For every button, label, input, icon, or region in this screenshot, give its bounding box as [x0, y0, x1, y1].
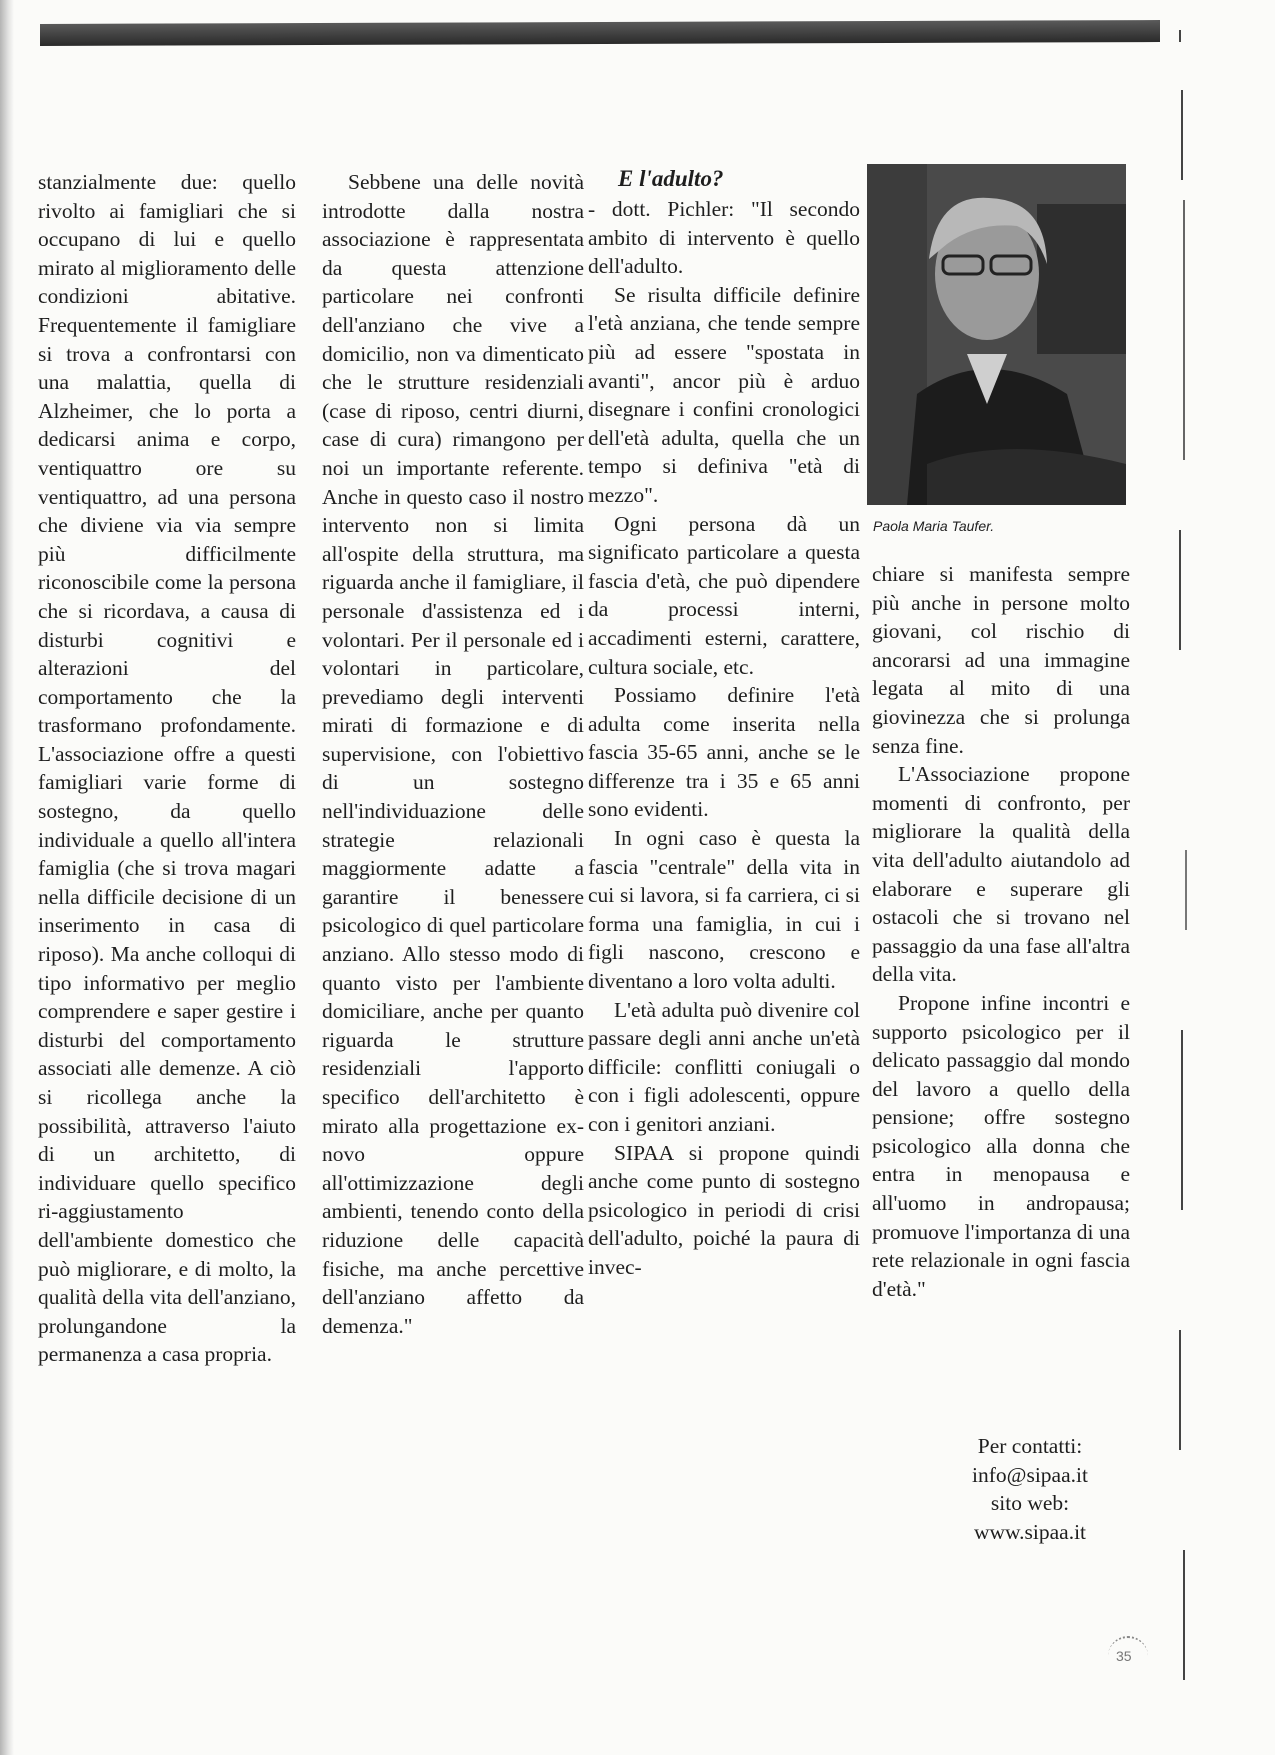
binding-marks — [1175, 30, 1205, 1690]
paragraph: L'età adulta può divenire col passare degli anni anche un'età difficile: conflitti coniugali o con i figli adolescenti, oppure con i genitori anziani. — [588, 997, 860, 1136]
paragraph: Possiamo definire l'età adulta come inserita nella fascia 35-65 anni, anche se le differenze tra i 35 e 65 anni sono evidenti. — [588, 683, 860, 822]
article-column-1 — [38, 168, 296, 1369]
paragraph: chiare si manifesta sempre più anche in persone molto giovani, col rischio di ancorarsi ad una immagine legata al mito di una giovinezza che si prolunga senza fine. — [872, 562, 1130, 758]
section-heading: E l'adulto? — [618, 166, 724, 191]
paragraph: SIPAA si propone quindi anche come punto di sostegno psicologico in periodi di crisi dell'adulto, poiché la paura di invec- — [588, 1140, 860, 1279]
paragraph: - dott. Pichler: "Il secondo ambito di intervento è quello dell'adulto. — [588, 197, 860, 279]
paragraph: Sebbene una delle novità introdotte dalla nostra associazione è rappresentata da questa attenzione particolare nei confronti dell'anziano che vive a domicilio, non va dimenticato che le strutture residenziali (case di riposo, centri diurni, case di cura) rimangono per noi un importante referente. Anche in questo caso il nostro intervento non si limita all'ospite della struttura, ma riguarda anche il famigliare, il personale d'assistenza ed i volontari. Per il personale ed i volontari in particolare, prevediamo degli interventi mirati di formazione e di supervisione, con l'obiettivo di un sostegno nell'individuazione delle strategie relazionali maggiormente adatte a garantire il benessere psicologico di quel particolare anziano. Allo stesso modo di quanto visto per l'ambiente domiciliare, anche per quanto riguarda le strutture residenziali l'apporto specifico dell'architetto è mirato alla progettazione ex-novo oppure all'ottimizzazione degli ambienti, tenendo conto della riduzione delle capacità fisiche, ma anche percettive dell'anziano affetto da demenza." — [322, 170, 584, 1338]
website-label: sito web: — [990, 1491, 1070, 1516]
article-column-2 — [322, 168, 584, 1340]
contact-email[interactable]: info@sipaa.it — [972, 1462, 1088, 1487]
paragraph: Propone infine incontri e supporto psicologico per il delicato passaggio dal mondo del lavoro a quello della pensione; offre sostegno psicologico alla donna che entra in menopausa e all'uomo in andropausa; promuove l'importanza di una rete relazionale in ogni fascia d'età." — [872, 990, 1130, 1301]
photo-caption: Paola Maria Taufer. — [873, 518, 995, 534]
scan-edge-shadow — [0, 0, 14, 1755]
page-number: 35 — [1116, 1648, 1132, 1664]
paragraph: stanzialmente due: quello rivolto ai famigliari che si occupano di lui e quello mirato al miglioramento delle condizioni abitative. Frequentemente il famigliare si trova a confrontarsi con una malattia, quella di Alzheimer, che lo porta a dedicarsi anima e corpo, ventiquattro ore su ventiquattro, ad una persona che diviene via via sempre più difficilmente riconoscibile come la persona che si ricordava, a causa di disturbi cognitivi e alterazioni del comportamento che la trasformano profondamente. L'associazione offre a questi famigliari varie forme di sostegno, da quello individuale a quello all'intera famiglia (che si trova magari nella difficile decisione di un inserimento in casa di riposo). Ma anche colloqui di tipo informativo per meglio comprendere e saper gestire i disturbi del comportamento associati alle demenze. A ciò si ricollega anche la possibilità, attraverso l'aiuto di un architetto, di individuare quello specifico ri-aggiustamento dell'ambiente domestico che può migliorare, e di molto, la qualità della vita dell'anziano, prolungandone la permanenza a casa propria. — [38, 170, 296, 1367]
article-column-4 — [872, 560, 1130, 1303]
contacts-block — [930, 1432, 1130, 1546]
paragraph: Se risulta difficile definire l'età anziana, che tende sempre più ad essere "spostata in avanti", ancor più è arduo disegnare i confini cronologici dell'età adulta, quella che un tempo si definiva "età di mezzo". — [588, 282, 860, 507]
website-link[interactable]: www.sipaa.it — [973, 1519, 1087, 1544]
paragraph: Ogni persona dà un significato particolare a questa fascia d'età, che può dipendere da processi interni, accadimenti esterni, carattere, cultura sociale, etc. — [588, 511, 860, 679]
portrait-photo — [867, 164, 1126, 505]
article-column-3 — [588, 165, 860, 1282]
paragraph: L'Associazione propone momenti di confronto, per migliorare la qualità della vita dell'adulto aiutandolo ad elaborare e superare gli ostacoli che si trovano nel passaggio da una fase all'altra della vita. — [872, 762, 1130, 987]
paragraph: In ogni caso è questa la fascia "centrale" della vita in cui si lavora, si fa carriera, ci si forma una famiglia, in cui i figli nascono, crescono e diventano a loro volta adulti. — [588, 826, 860, 994]
contacts-label: Per contatti: — [977, 1434, 1083, 1458]
header-rule — [40, 20, 1160, 46]
